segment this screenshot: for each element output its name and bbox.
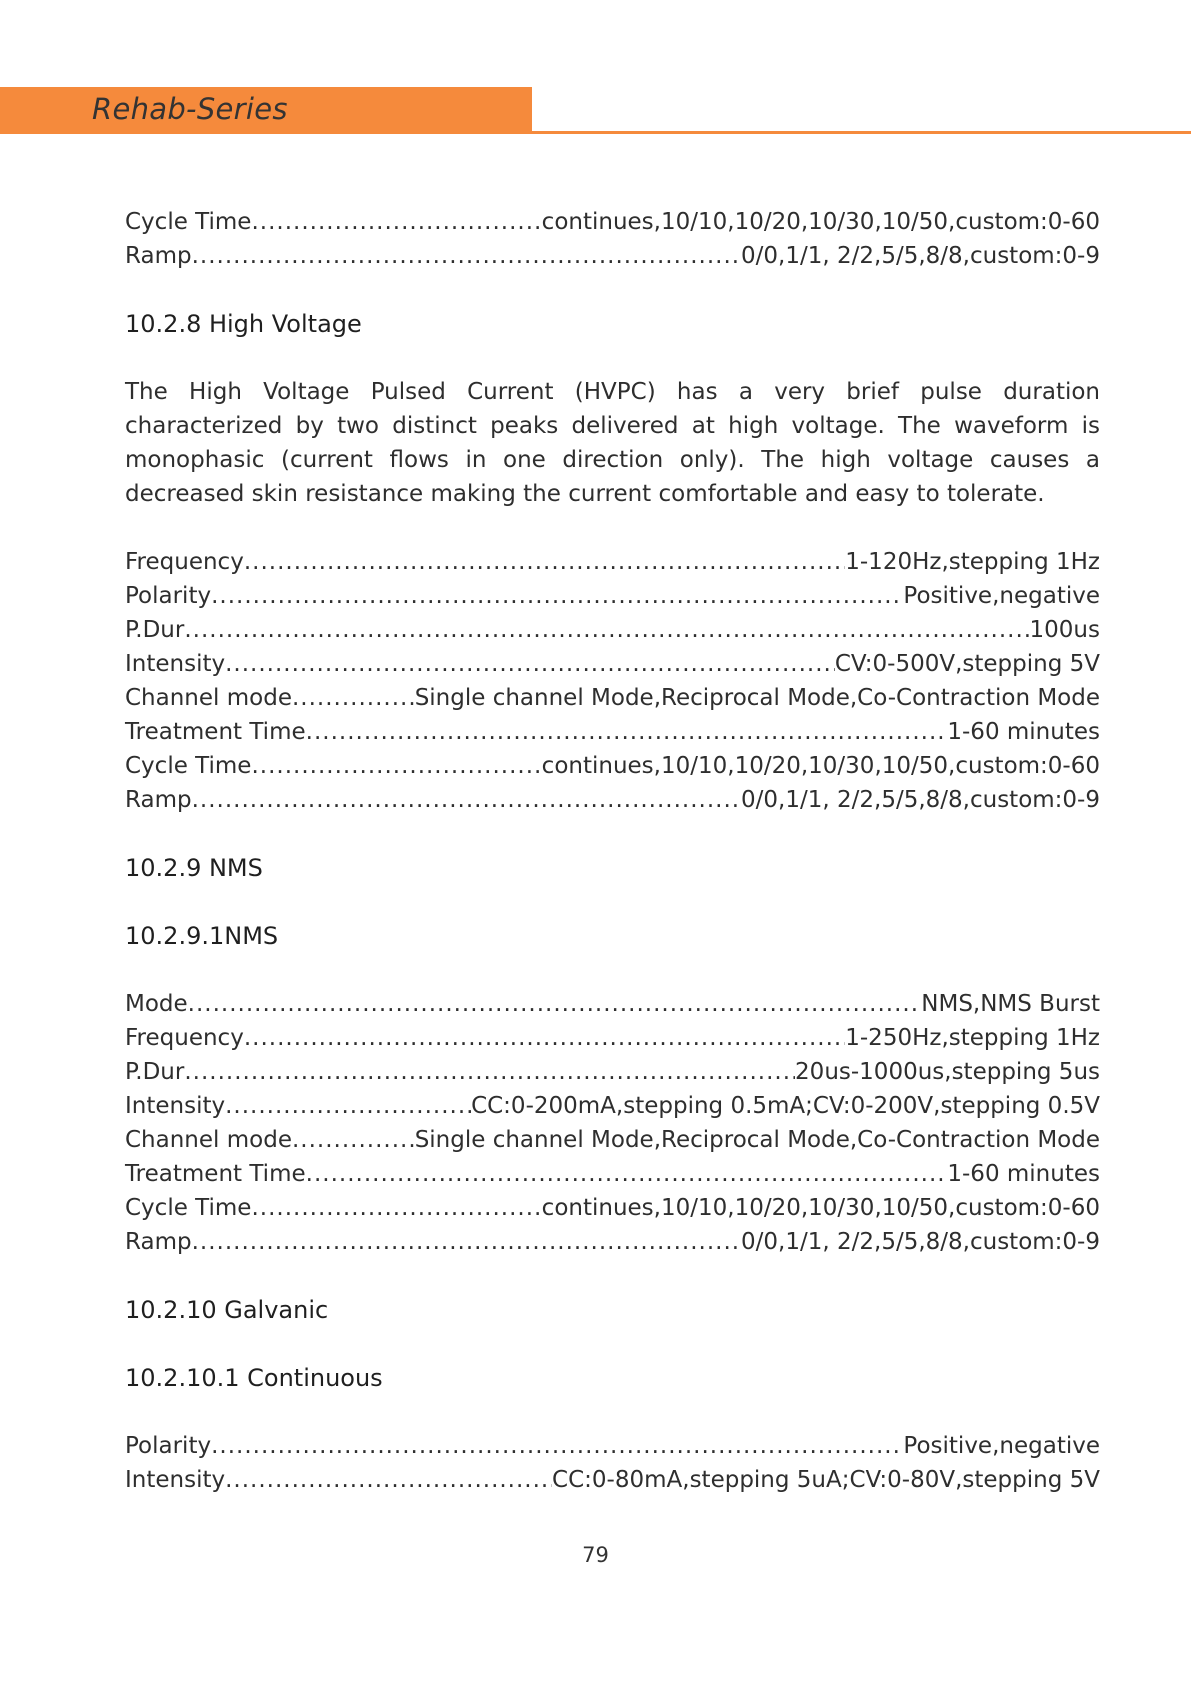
spec-label: Intensity bbox=[125, 1093, 226, 1119]
dot-leader bbox=[184, 1055, 795, 1089]
dot-leader bbox=[251, 205, 541, 239]
dot-leader bbox=[225, 1089, 471, 1123]
spec-label: Intensity bbox=[125, 651, 226, 677]
spec-row bbox=[125, 1123, 1100, 1157]
spec-row bbox=[125, 545, 1100, 579]
spec-value: Single channel Mode,Reciprocal Mode,Co-Contraction Mode bbox=[414, 1127, 1100, 1153]
section-heading-galvanic: 10.2.10 Galvanic bbox=[125, 1296, 329, 1324]
dot-leader bbox=[251, 1191, 541, 1225]
dot-leader bbox=[192, 783, 741, 817]
dot-leader bbox=[306, 715, 948, 749]
spec-value: Single channel Mode,Reciprocal Mode,Co-Contraction Mode bbox=[414, 685, 1100, 711]
dot-leader bbox=[292, 681, 415, 715]
spec-value: 1-60 minutes bbox=[947, 719, 1100, 745]
spec-row bbox=[125, 579, 1100, 613]
spec-row bbox=[125, 1021, 1100, 1055]
spec-label: P.Dur bbox=[125, 1059, 185, 1085]
spec-value: NMS,NMS Burst bbox=[921, 991, 1100, 1017]
dot-leader bbox=[306, 1157, 948, 1191]
dot-leader bbox=[192, 1225, 741, 1259]
subsection-heading-nms: 10.2.9.1NMS bbox=[125, 922, 279, 950]
spec-row bbox=[125, 613, 1100, 647]
dot-leader bbox=[225, 647, 835, 681]
spec-value: 100us bbox=[1029, 617, 1100, 643]
spec-label: Ramp bbox=[125, 243, 192, 269]
dot-leader bbox=[184, 613, 1029, 647]
spec-label: Frequency bbox=[125, 549, 244, 575]
spec-row bbox=[125, 1157, 1100, 1191]
spec-row bbox=[125, 1089, 1100, 1123]
spec-label: Polarity bbox=[125, 583, 212, 609]
subsection-heading-continuous: 10.2.10.1 Continuous bbox=[125, 1364, 383, 1392]
spec-row bbox=[125, 205, 1100, 239]
dot-leader bbox=[292, 1123, 415, 1157]
spec-label: Treatment Time bbox=[125, 719, 306, 745]
spec-list-high-voltage bbox=[125, 545, 1100, 817]
spec-label: Ramp bbox=[125, 1229, 192, 1255]
spec-label: Polarity bbox=[125, 1433, 212, 1459]
dot-leader bbox=[244, 1021, 845, 1055]
spec-row bbox=[125, 1429, 1100, 1463]
spec-row bbox=[125, 1191, 1100, 1225]
spec-label: Channel mode bbox=[125, 685, 292, 711]
spec-list-1 bbox=[125, 205, 1100, 273]
spec-row bbox=[125, 647, 1100, 681]
dot-leader bbox=[225, 1463, 552, 1497]
dot-leader bbox=[211, 1429, 903, 1463]
spec-label: Cycle Time bbox=[125, 753, 252, 779]
spec-value: Positive,negative bbox=[903, 583, 1100, 609]
spec-label: Cycle Time bbox=[125, 209, 252, 235]
spec-value: 1-120Hz,stepping 1Hz bbox=[845, 549, 1100, 575]
spec-row bbox=[125, 715, 1100, 749]
header-rule bbox=[532, 131, 1191, 134]
spec-value: continues,10/10,10/20,10/30,10/50,custom:0-60 bbox=[541, 1195, 1100, 1221]
spec-value: 20us-1000us,stepping 5us bbox=[795, 1059, 1100, 1085]
section-heading-nms: 10.2.9 NMS bbox=[125, 854, 263, 882]
spec-value: CC:0-200mA,stepping 0.5mA;CV:0-200V,stepping 0.5V bbox=[471, 1093, 1100, 1119]
spec-value: 0/0,1/1, 2/2,5/5,8/8,custom:0-9 bbox=[741, 1229, 1100, 1255]
spec-label: Channel mode bbox=[125, 1127, 292, 1153]
spec-list-galvanic bbox=[125, 1429, 1100, 1497]
spec-value: 1-60 minutes bbox=[947, 1161, 1100, 1187]
spec-row bbox=[125, 239, 1100, 273]
spec-value: CV:0-500V,stepping 5V bbox=[834, 651, 1100, 677]
spec-value: CC:0-80mA,stepping 5uA;CV:0-80V,stepping 5V bbox=[552, 1467, 1100, 1493]
spec-row bbox=[125, 783, 1100, 817]
spec-label: P.Dur bbox=[125, 617, 185, 643]
spec-value: 0/0,1/1, 2/2,5/5,8/8,custom:0-9 bbox=[741, 787, 1100, 813]
spec-label: Ramp bbox=[125, 787, 192, 813]
section-heading-high-voltage: 10.2.8 High Voltage bbox=[125, 310, 362, 338]
high-voltage-description: The High Voltage Pulsed Current (HVPC) has a very brief pulse duration characterized by two distinct peaks delivered at high voltage. The waveform is monophasic (current flows in one direction only). The high voltage causes a decreased skin resistance making the current comfortable and easy to tolerate. bbox=[125, 379, 1100, 507]
dot-leader bbox=[244, 545, 845, 579]
page-number: 79 bbox=[582, 1543, 609, 1567]
spec-value: continues,10/10,10/20,10/30,10/50,custom:0-60 bbox=[541, 753, 1100, 779]
spec-row bbox=[125, 987, 1100, 1021]
spec-value: Positive,negative bbox=[903, 1433, 1100, 1459]
spec-label: Treatment Time bbox=[125, 1161, 306, 1187]
page-content bbox=[125, 205, 1100, 1497]
dot-leader bbox=[188, 987, 922, 1021]
spec-value: 1-250Hz,stepping 1Hz bbox=[845, 1025, 1100, 1051]
spec-list-nms bbox=[125, 987, 1100, 1259]
spec-value: 0/0,1/1, 2/2,5/5,8/8,custom:0-9 bbox=[741, 243, 1100, 269]
spec-label: Mode bbox=[125, 991, 188, 1017]
dot-leader bbox=[211, 579, 903, 613]
spec-row bbox=[125, 1055, 1100, 1089]
dot-leader bbox=[192, 239, 741, 273]
spec-label: Intensity bbox=[125, 1467, 226, 1493]
header-title: Rehab-Series bbox=[92, 92, 288, 126]
spec-label: Cycle Time bbox=[125, 1195, 252, 1221]
spec-label: Frequency bbox=[125, 1025, 244, 1051]
spec-row bbox=[125, 749, 1100, 783]
spec-row bbox=[125, 1225, 1100, 1259]
spec-row bbox=[125, 1463, 1100, 1497]
spec-row bbox=[125, 681, 1100, 715]
spec-value: continues,10/10,10/20,10/30,10/50,custom:0-60 bbox=[541, 209, 1100, 235]
dot-leader bbox=[251, 749, 541, 783]
